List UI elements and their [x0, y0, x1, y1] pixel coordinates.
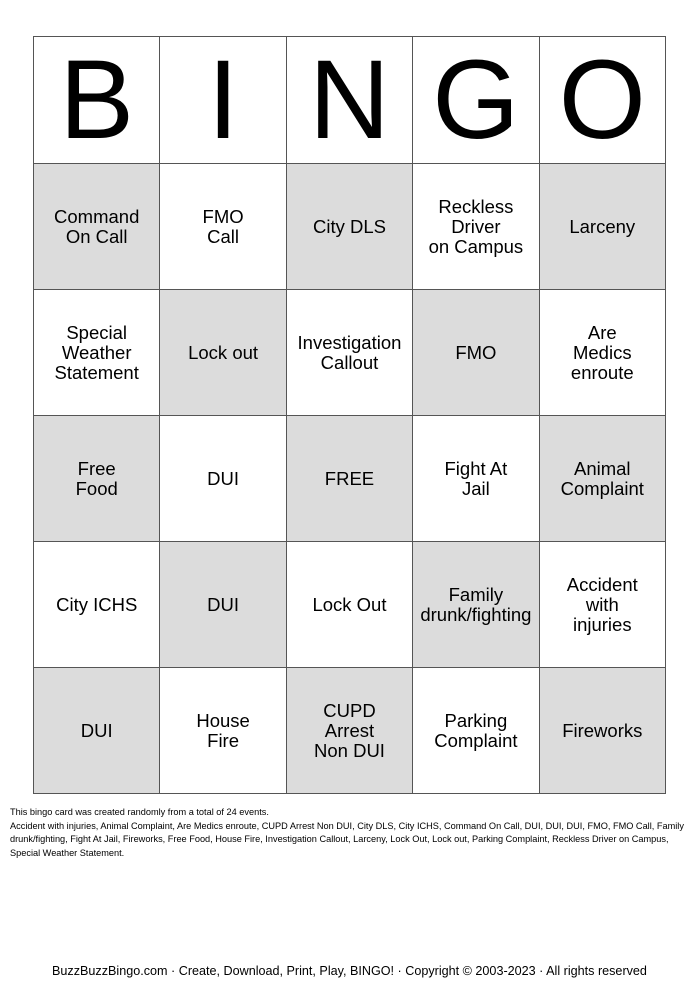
bingo-cell-label: Larceny: [569, 215, 636, 237]
bingo-cell-label: Are Medics enroute: [570, 321, 634, 383]
bingo-cell: [160, 416, 286, 542]
bingo-row: [34, 416, 666, 542]
bingo-cell: [34, 164, 160, 290]
bingo-cell: [539, 290, 665, 416]
card-description: [10, 806, 690, 860]
bingo-cell-label: FMO: [455, 341, 497, 363]
bingo-cell-label: City DLS: [312, 215, 386, 237]
bingo-cell-label: Animal Complaint: [560, 457, 644, 499]
header-letter-n: N: [286, 37, 412, 164]
bingo-cell: [160, 542, 286, 668]
bingo-cell: [539, 668, 665, 794]
bingo-cell-label: Lock Out: [312, 593, 387, 615]
bingo-cell-label: Fight At Jail: [444, 457, 508, 499]
bingo-cell-label: DUI: [207, 467, 240, 489]
bingo-cell-label: Parking Complaint: [434, 709, 518, 751]
bingo-cell-label: Lock out: [188, 341, 259, 363]
bingo-cell-label: Investigation Callout: [297, 331, 402, 373]
bingo-cell-label: Accident with injuries: [566, 573, 638, 635]
bingo-cell: [286, 542, 412, 668]
description-summary: This bingo card was created randomly from a total of 24 events.: [10, 807, 269, 817]
bingo-cell: [286, 164, 412, 290]
bingo-row: [34, 542, 666, 668]
bingo-cell: [286, 290, 412, 416]
bingo-row: [34, 290, 666, 416]
page-footer: BuzzBuzzBingo.com · Create, Download, Print, Play, BINGO! · Copyright © 2003-2023 · All rights reserved: [52, 964, 647, 978]
bingo-cell-label: Reckless Driver on Campus: [428, 195, 524, 257]
bingo-cell: [160, 290, 286, 416]
header-letter-o: O: [539, 37, 665, 164]
bingo-cell: [413, 416, 539, 542]
bingo-cell: [34, 290, 160, 416]
bingo-cell-label: Fireworks: [562, 719, 643, 741]
bingo-cell: [539, 164, 665, 290]
bingo-cell: [413, 542, 539, 668]
bingo-cell-label: FREE: [324, 467, 375, 489]
bingo-cell: [413, 668, 539, 794]
bingo-cell: [34, 668, 160, 794]
bingo-cell-label: City ICHS: [56, 593, 138, 615]
bingo-cell-label: FMO Call: [202, 205, 244, 247]
bingo-cell-label: Family drunk/fighting: [420, 583, 532, 625]
bingo-cell-label: CUPD Arrest Non DUI: [314, 699, 385, 761]
bingo-cell: [413, 164, 539, 290]
bingo-cell: [286, 416, 412, 542]
bingo-cell: [160, 164, 286, 290]
description-event-list: Accident with injuries, Animal Complaint, Are Medics enroute, CUPD Arrest Non DUI, City DLS, City ICHS, Command On Call, DUI, DUI, DUI, FMO, FMO Call, Family drunk/fighting, Fight At Jail, Fireworks, Free Food, House Fire, Investigation Callout, Larceny, Lock Out, Lock out, Parking Complaint, Reckless Driver on Campus, Special Weather Statement.: [10, 820, 684, 858]
header-letter-b: B: [34, 37, 160, 164]
bingo-cell: [34, 416, 160, 542]
bingo-cell: [539, 416, 665, 542]
bingo-row: [34, 668, 666, 794]
bingo-cell-label: Command On Call: [54, 205, 140, 247]
header-letter-g: G: [413, 37, 539, 164]
bingo-row: [34, 164, 666, 290]
bingo-cell-label: Free Food: [75, 457, 118, 499]
bingo-cell: [286, 668, 412, 794]
bingo-cell-label: Special Weather Statement: [54, 321, 139, 383]
bingo-cell-label: House Fire: [196, 709, 250, 751]
bingo-cell: [34, 542, 160, 668]
bingo-cell-label: DUI: [207, 593, 240, 615]
bingo-card: [33, 36, 666, 794]
bingo-cell: [539, 542, 665, 668]
bingo-header-row: [34, 37, 666, 164]
bingo-cell: [413, 290, 539, 416]
bingo-cell-label: DUI: [80, 719, 113, 741]
header-letter-i: I: [160, 37, 286, 164]
bingo-cell: [160, 668, 286, 794]
